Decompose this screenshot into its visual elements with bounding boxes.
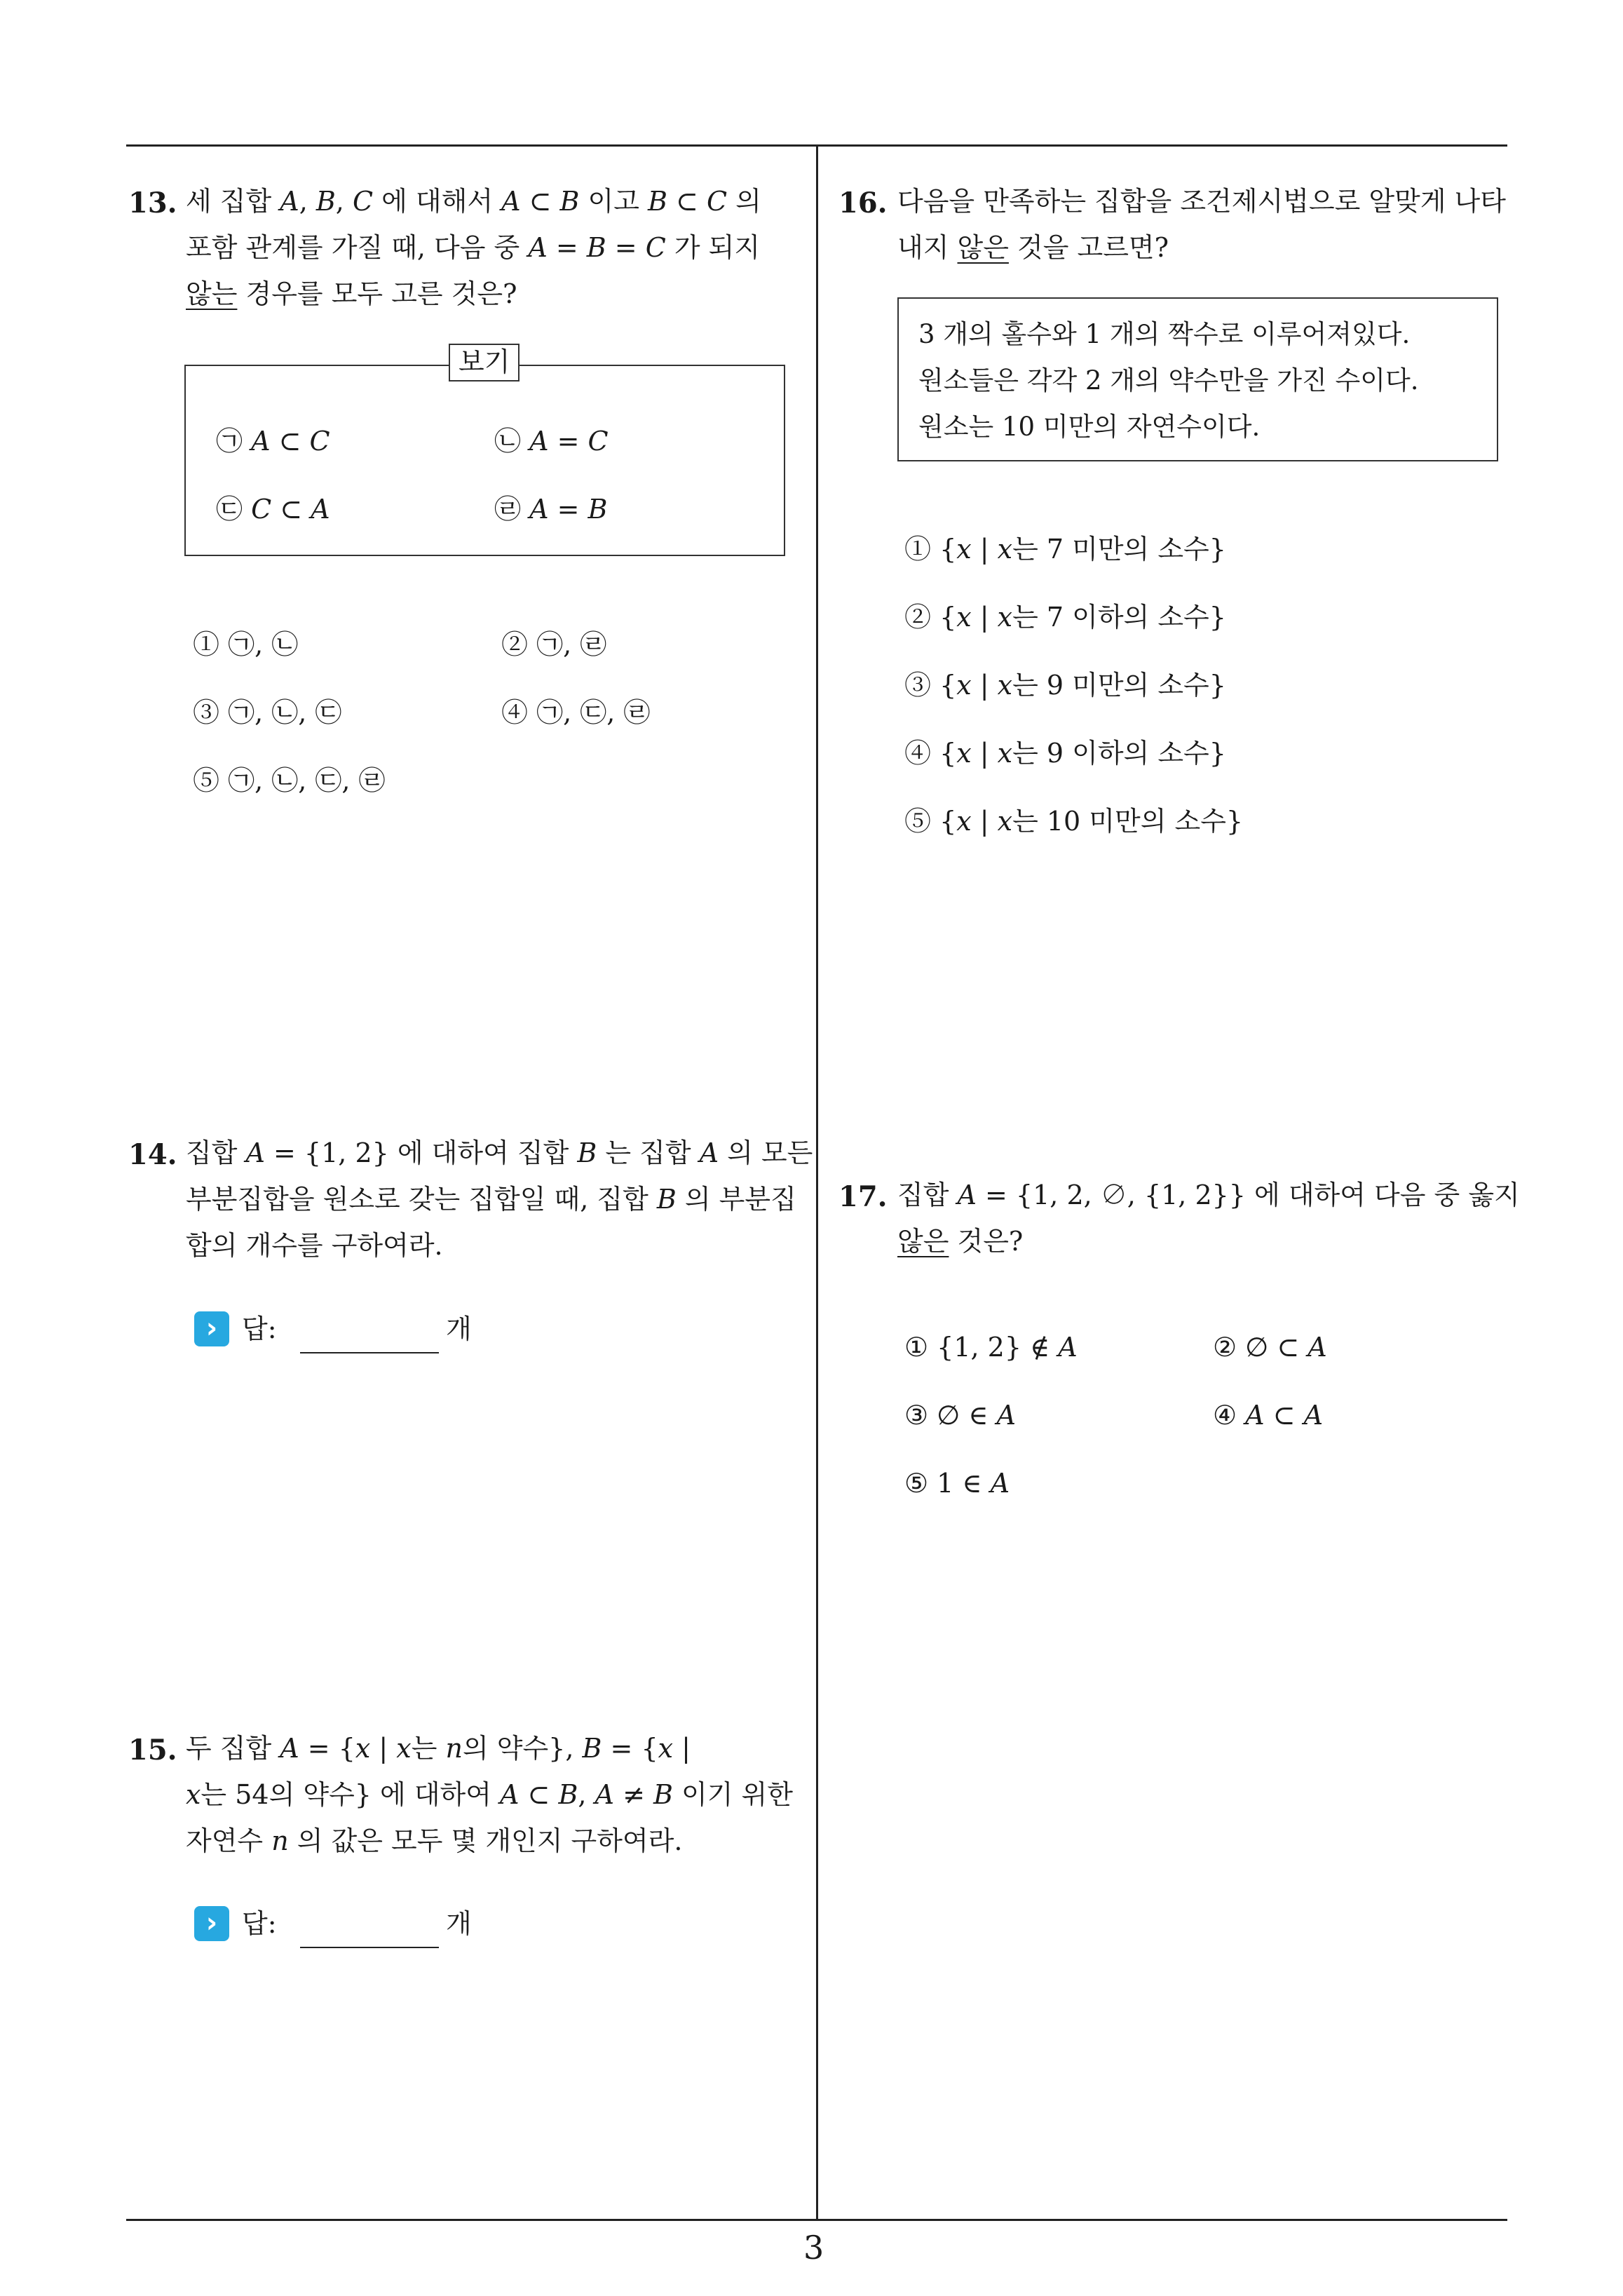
answer-label: 답: — [242, 1908, 277, 1939]
example-item: ㉡ 𝐴 = 𝐶 — [494, 426, 609, 457]
question-text-pre: 내지 — [897, 232, 958, 263]
question-number: 14. — [128, 1138, 177, 1171]
question-text-line — [897, 234, 1169, 261]
answer-unit: 개 — [446, 1314, 472, 1344]
example-box — [184, 365, 785, 556]
question-text-line — [897, 1228, 1023, 1255]
question-text-line: 포함 관계를 가질 때, 다음 중 𝐴 = 𝐵 = 𝐶 가 되지 — [186, 232, 761, 263]
answer-choice[interactable]: ① {1, 2} ∉ 𝐴 — [904, 1332, 1078, 1363]
answer-field[interactable] — [300, 1352, 439, 1353]
column-divider — [816, 144, 818, 2220]
answer-choice[interactable]: ① {𝑥 | 𝑥는 7 미만의 소수} — [904, 534, 1226, 565]
question-text-line: 두 집합 𝐴 = {𝑥 | 𝑥는 𝑛의 약수}, 𝐵 = {𝑥 | — [186, 1733, 691, 1764]
answer-label: 답: — [242, 1314, 277, 1344]
answer-choice[interactable]: ④ ㉠, ㉢, ㉣ — [501, 697, 651, 728]
question-number: 17. — [838, 1180, 888, 1213]
condition-line: 원소는 10 미만의 자연수이다. — [918, 412, 1261, 442]
question-text-rest: 것은? — [949, 1226, 1024, 1257]
question-number: 13. — [128, 187, 177, 220]
emphasis-underline: 않는 — [186, 278, 238, 309]
condition-line: 3 개의 홀수와 1 개의 짝수로 이루어져있다. — [918, 319, 1411, 349]
question-number: 16. — [838, 187, 888, 220]
question-text-post: 것을 고르면? — [1008, 232, 1169, 263]
answer-field[interactable] — [300, 1947, 439, 1948]
example-box-title: 보기 — [449, 344, 520, 381]
question-text-line: 집합 𝐴 = {1, 2, ∅, {1, 2}} 에 대하여 다음 중 옳지 — [897, 1180, 1520, 1210]
question-text-line: 합의 개수를 구하여라. — [186, 1230, 443, 1261]
condition-line: 원소들은 각각 2 개의 약수만을 가진 수이다. — [918, 365, 1419, 396]
question-text-rest: 경우를 모두 고른 것은? — [237, 278, 517, 309]
question-text-line: 𝑥는 54의 약수} 에 대하여 𝐴 ⊂ 𝐵, 𝐴 ≠ 𝐵 이기 위한 — [186, 1779, 793, 1810]
question-text-line: 부분집합을 원소로 갖는 집합일 때, 집합 𝐵 의 부분집 — [186, 1184, 796, 1215]
question-text-line: 자연수 𝑛 의 값은 모두 몇 개인지 구하여라. — [186, 1825, 683, 1856]
bottom-rule — [126, 2219, 1507, 2221]
answer-choice[interactable]: ② ㉠, ㉣ — [501, 629, 607, 660]
answer-choice[interactable]: ⑤ {𝑥 | 𝑥는 10 미만의 소수} — [904, 806, 1244, 837]
question-text-line: 집합 𝐴 = {1, 2} 에 대하여 집합 𝐵 는 집합 𝐴 의 모든 — [186, 1137, 813, 1168]
emphasis-underline: 않은 — [897, 1226, 949, 1257]
answer-choice[interactable]: ⑤ ㉠, ㉡, ㉢, ㉣ — [193, 765, 386, 796]
answer-choice[interactable]: ① ㉠, ㉡ — [193, 629, 299, 660]
example-item: ㉢ 𝐶 ⊂ 𝐴 — [216, 494, 330, 525]
emphasis-underline: 않은 — [957, 232, 1009, 263]
answer-choice[interactable]: ③ ∅ ∈ 𝐴 — [904, 1400, 1016, 1431]
answer-choice[interactable]: ③ {𝑥 | 𝑥는 9 미만의 소수} — [904, 670, 1226, 701]
answer-choice[interactable]: ④ {𝑥 | 𝑥는 9 이하의 소수} — [904, 738, 1226, 769]
answer-choice[interactable]: ② ∅ ⊂ 𝐴 — [1213, 1332, 1327, 1363]
page-number: 3 — [803, 2229, 824, 2267]
question-text-line — [186, 278, 517, 309]
answer-unit: 개 — [446, 1908, 472, 1939]
answer-choice[interactable]: ④ 𝐴 ⊂ 𝐴 — [1213, 1400, 1324, 1431]
answer-choice[interactable]: ② {𝑥 | 𝑥는 7 이하의 소수} — [904, 602, 1226, 633]
answer-choice[interactable]: ⑤ 1 ∈ 𝐴 — [904, 1468, 1010, 1499]
question-text-line: 다음을 만족하는 집합을 조건제시법으로 알맞게 나타 — [897, 186, 1506, 217]
example-item: ㉣ 𝐴 = 𝐵 — [494, 494, 608, 525]
question-number: 15. — [128, 1734, 177, 1767]
answer-arrow-icon: › — [194, 1906, 229, 1941]
answer-choice[interactable]: ③ ㉠, ㉡, ㉢ — [193, 697, 342, 728]
answer-arrow-icon: › — [194, 1311, 229, 1346]
example-item: ㉠ 𝐴 ⊂ 𝐶 — [216, 426, 330, 457]
question-text-line: 세 집합 𝐴, 𝐵, 𝐶 에 대해서 𝐴 ⊂ 𝐵 이고 𝐵 ⊂ 𝐶 의 — [186, 186, 761, 217]
